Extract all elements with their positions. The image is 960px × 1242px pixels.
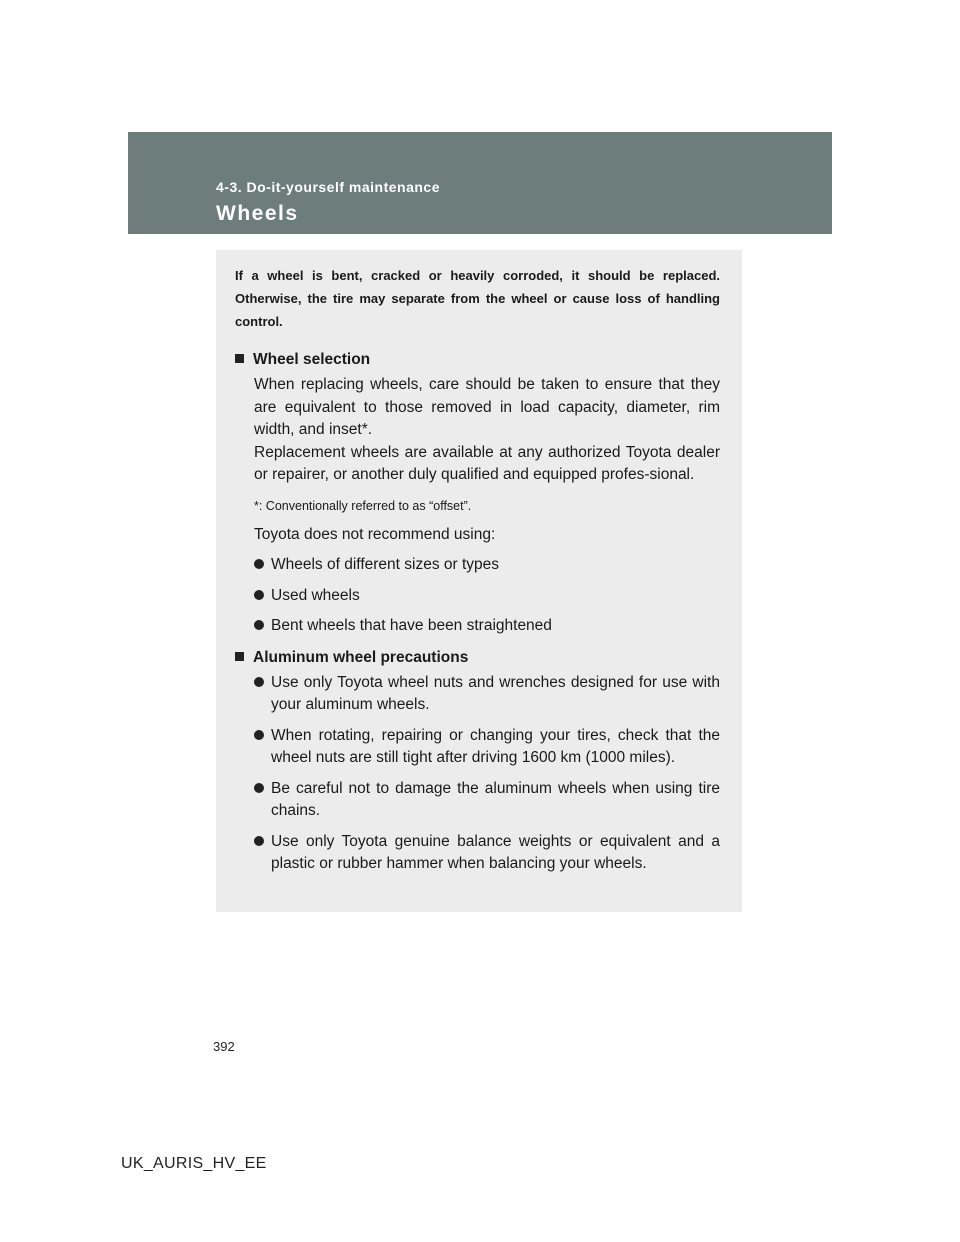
wheel-selection-heading — [235, 349, 720, 371]
square-bullet-icon — [235, 354, 244, 363]
section-header — [128, 132, 832, 234]
document-code: UK_AURIS_HV_EE — [121, 1155, 267, 1172]
bullet-dot-icon — [254, 620, 264, 630]
page-title: Wheels — [216, 202, 299, 225]
list-item: Bent wheels that have been straightened — [254, 615, 720, 638]
bullet-dot-icon — [254, 783, 264, 793]
bullet-dot-icon — [254, 836, 264, 846]
list-item: Used wheels — [254, 585, 720, 608]
aluminum-heading — [235, 647, 720, 669]
section-label: 4-3. Do-it-yourself maintenance — [216, 179, 440, 195]
list-item: Use only Toyota wheel nuts and wrenches designed for use with your aluminum wheels. — [254, 672, 720, 717]
list-item: Use only Toyota genuine balance weights or equivalent and a plastic or rubber hammer when balancing your wheels. — [254, 831, 720, 876]
wheel-selection-para-1: When replacing wheels, care should be taken to ensure that they are equivalent to those removed in load capacity, diameter, rim width, and inset*. — [254, 376, 720, 438]
list-item: When rotating, repairing or changing your tires, check that the wheel nuts are still tight after driving 1600 km (1000 miles). — [254, 725, 720, 770]
square-bullet-icon — [235, 652, 244, 661]
bullet-dot-icon — [254, 677, 264, 687]
bullet-dot-icon — [254, 730, 264, 740]
content-box — [216, 250, 742, 912]
footnote: *: Conventionally referred to as “offset”. — [254, 498, 472, 513]
list-item: Be careful not to damage the aluminum wheels when using tire chains. — [254, 778, 720, 823]
not-recommend-list — [235, 554, 720, 638]
not-recommend-lead: Toyota does not recommend using: — [254, 525, 496, 543]
intro-text: If a wheel is bent, cracked or heavily corroded, it should be replaced. Otherwise, the tire may separate from the wheel or cause loss of handling control. — [235, 268, 720, 329]
wheel-selection-para-2: Replacement wheels are available at any authorized Toyota dealer or repairer, or another duly qualified and equipped profes-sional. — [254, 443, 720, 483]
wheel-selection-heading-text: Wheel selection — [253, 351, 371, 368]
list-item: Wheels of different sizes or types — [254, 554, 720, 577]
aluminum-list — [235, 672, 720, 876]
page-number: 392 — [213, 1039, 235, 1054]
aluminum-heading-text: Aluminum wheel precautions — [253, 648, 469, 666]
bullet-dot-icon — [254, 590, 264, 600]
bullet-dot-icon — [254, 559, 264, 569]
